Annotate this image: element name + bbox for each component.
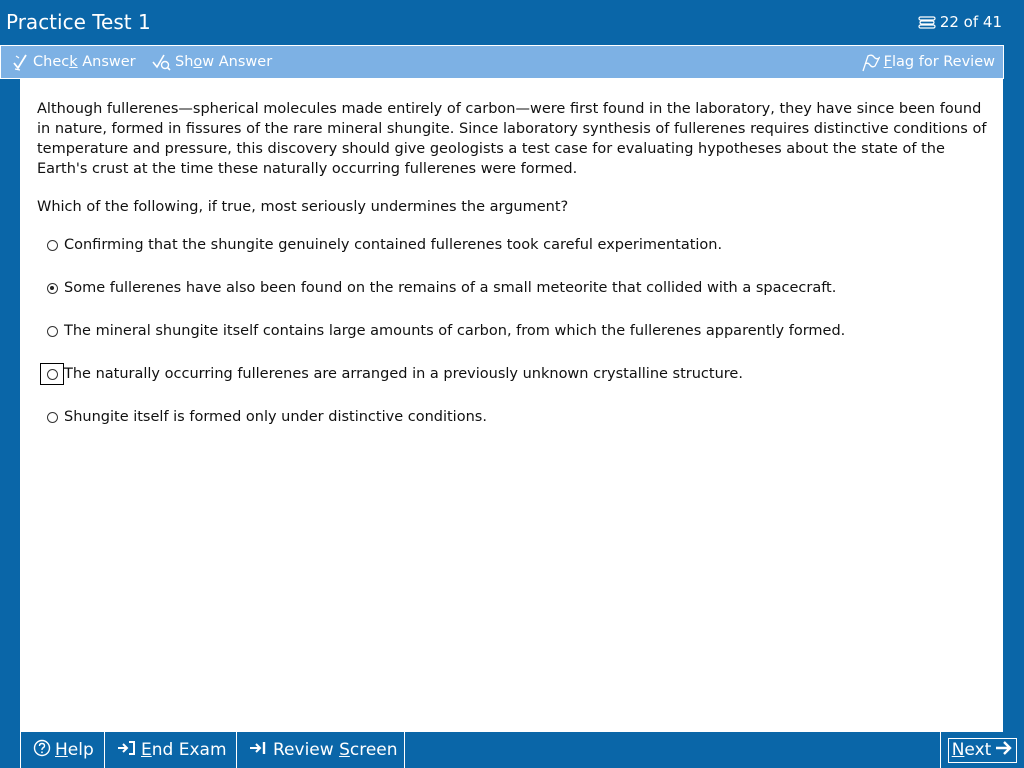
help-button[interactable] (20, 732, 105, 768)
question-panel (20, 79, 1003, 732)
check-answer-label: Check Answer (33, 54, 136, 70)
progress-text: 22 of 41 (939, 13, 1002, 31)
next-button[interactable] (940, 732, 1024, 768)
next-button-focus (948, 738, 1018, 763)
toolbar (0, 45, 1004, 79)
answer-choice-a[interactable] (40, 234, 980, 277)
radio-wrap-focused (40, 363, 64, 385)
end-exam-icon (117, 740, 137, 761)
review-screen-button[interactable] (237, 732, 405, 768)
check-answer-icon (11, 52, 29, 72)
radio-button-b[interactable] (47, 283, 58, 294)
flag-for-review-label: Flag for Review (883, 54, 995, 70)
answer-choice-label: Confirming that the shungite genuinely contained fullerenes took careful experimentation. (64, 237, 723, 253)
next-arrow-icon (995, 740, 1013, 761)
radio-wrap (40, 406, 64, 428)
answer-choice-label: Some fullerenes have also been found on the remains of a small meteorite that collided with a spacecraft. (64, 280, 837, 296)
answer-choice-e[interactable] (40, 406, 980, 449)
check-answer-button[interactable] (11, 46, 136, 78)
answer-choice-b[interactable] (40, 277, 980, 320)
answer-choice-label: Shungite itself is formed only under distinctive conditions. (64, 409, 487, 425)
question-stem: Which of the following, if true, most seriously undermines the argument? (37, 199, 569, 215)
bottom-bar (20, 732, 1024, 768)
end-exam-label: End Exam (141, 740, 227, 760)
passage-text: Although fullerenes—spherical molecules made entirely of carbon—were first found in the laboratory, they have since been found in nature, formed in fissures of the rare mineral shungite. Since laboratory synthesis of fullerenes requires distinctive conditions of temperature and pressure, this discovery should give geologists a test case for evaluating hypotheses about the state of the Earth's crust at the time these naturally occurring fullerenes were formed. (37, 101, 987, 177)
radio-button-d[interactable] (47, 369, 58, 380)
answer-choice-d[interactable] (40, 363, 980, 406)
radio-button-c[interactable] (47, 326, 58, 337)
radio-wrap (40, 277, 64, 299)
help-label: Help (55, 740, 94, 760)
review-screen-label: Review Screen (273, 740, 398, 760)
flag-for-review-button[interactable] (860, 46, 995, 78)
question-progress (918, 12, 1002, 32)
answer-choice-c[interactable] (40, 320, 980, 363)
show-answer-label: Show Answer (175, 54, 273, 70)
answer-choice-label: The naturally occurring fullerenes are arranged in a previously unknown crystalline structure. (64, 366, 743, 382)
flag-icon (860, 52, 880, 72)
title-bar (0, 0, 1024, 45)
end-exam-button[interactable] (105, 732, 237, 768)
radio-button-e[interactable] (47, 412, 58, 423)
review-screen-icon (249, 740, 269, 761)
radio-button-a[interactable] (47, 240, 58, 251)
radio-wrap (40, 234, 64, 256)
help-icon (33, 739, 51, 762)
exam-title: Practice Test 1 (6, 10, 151, 34)
progress-icon (918, 15, 936, 29)
show-answer-icon (151, 52, 171, 72)
answer-choices (40, 234, 980, 449)
next-label: Next (951, 740, 992, 760)
answer-choice-label: The mineral shungite itself contains large amounts of carbon, from which the fullerenes apparently formed. (64, 323, 846, 339)
show-answer-button[interactable] (151, 46, 272, 78)
radio-wrap (40, 320, 64, 342)
